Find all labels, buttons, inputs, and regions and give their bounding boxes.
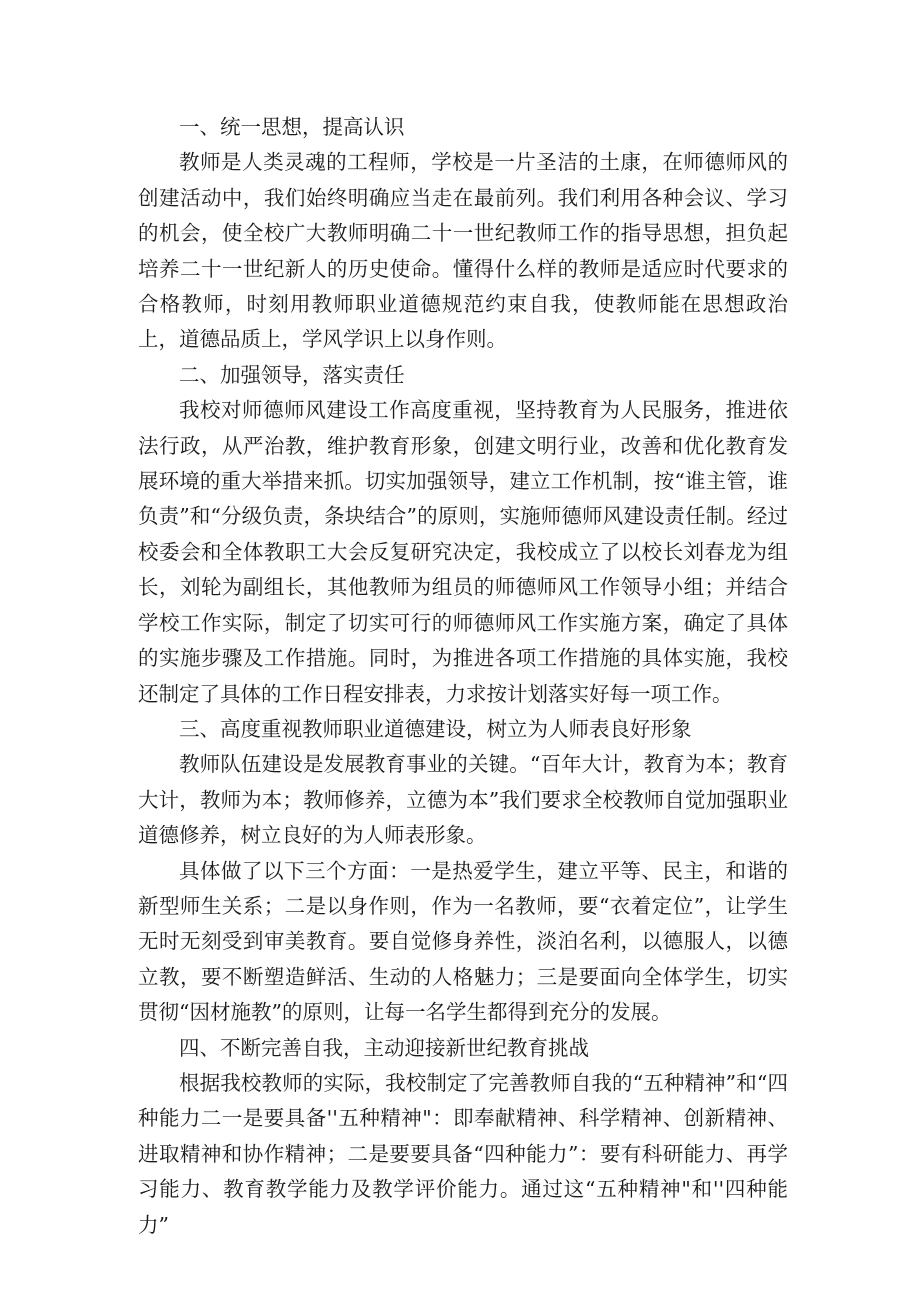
- paragraph-section-3b: 具体做了以下三个方面：一是热爱学生，建立平等、民主，和谐的新型师生关系；二是以身作则，作为一名教师，要“衣着定位”，让学生无时无刻受到审美教育。要自觉修身养性，淡泊名利，以德服人，以德立教，要不断塑造鲜活、生动的人格魅力；三是要面向全体学生，切实贯彻“因材施教”的原则，让每一名学生都得到充分的发展。: [138, 858, 788, 1025]
- heading-section-1: 一、统一思想，提高认识: [179, 115, 405, 139]
- heading-section-3: 三、高度重视教师职业道德建设，树立为人师表良好形象: [179, 716, 692, 741]
- paragraph-section-1: 教师是人类灵魂的工程师，学校是一片圣洁的土康，在师德师风的创建活动中，我们始终明确应当走在最前列。我们利用各种会议、学习的机会，使全校广大教师明确二十一世纪教师工作的指导思想，担负起培养二十一世纪新人的历史使命。懂得什么样的教师是适应时代要求的合格教师，时刻用教师职业道德规范约束自我，使教师能在思想政治上，道德品质上，学风学识上以身作则。: [138, 150, 788, 352]
- paragraph-section-2: 我校对师德师风建设工作高度重视，坚持教育为人民服务，推进依法行政，从严治教，维护教育形象，创建文明行业，改善和优化教育发展环境的重大举措来抓。切实加强领导，建立工作机制，按“谁主管，谁负责”和“分级负责，条块结合”的原则，实施师德师风建设责任制。经过校委会和全体教职工大会反复研究决定，我校成立了以校长刘春龙为组长，刘轮为副组长，其他教师为组员的师德师风工作领导小组；并结合学校工作实际，制定了切实可行的师德师风工作实施方案，确定了具体的实施步骤及工作措施。同时，为推进各项工作措施的具体实施，我校还制定了具体的工作日程安排表，力求按计划落实好每一项工作。: [138, 398, 788, 706]
- heading-section-2: 二、加强领导，落实责任: [179, 362, 405, 387]
- paragraph-section-4: 根据我校教师的实际，我校制定了完善教师自我的“五种精神”和“四种能力二一是要具备''五种精神"：即奉献精神、科学精神、创新精神、进取精神和协作精神；二是要要具备“四种能力”：要有科研能力、再学习能力、教育教学能力及教学评价能力。通过这“五种精神"和''四种能力”: [138, 1070, 788, 1237]
- paragraph-section-3a: 教师队伍建设是发展教育事业的关键。“百年大计，教育为本；教育大计，教师为本；教师修养，立德为本”我们要求全校教师自觉加强职业道德修养，树立良好的为人师表形象。: [138, 752, 788, 848]
- heading-section-4: 四、不断完善自我，主动迎接新世纪教育挑战: [179, 1035, 589, 1060]
- document-body: [138, 110, 788, 1243]
